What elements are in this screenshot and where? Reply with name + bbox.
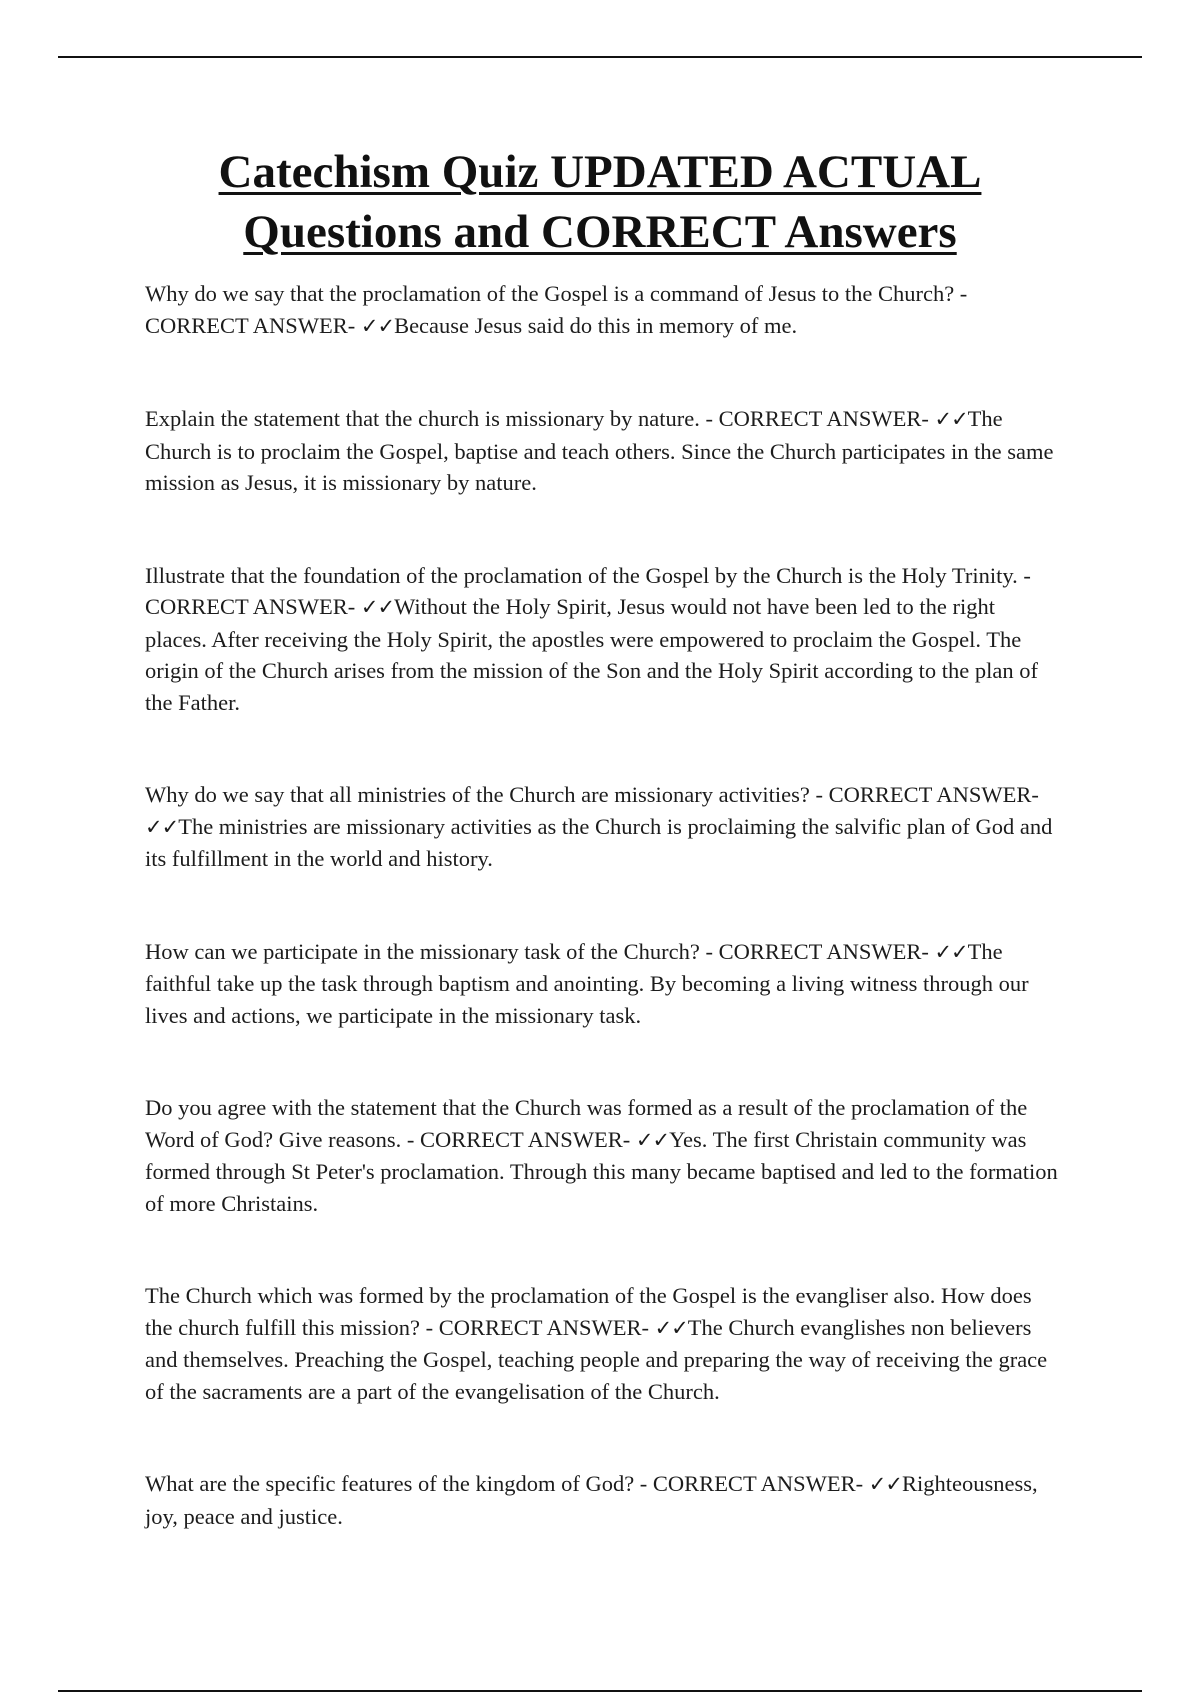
question-text: Do you agree with the statement that the Church was formed as a result of the proclamation of the Word of God? Give reasons. - xyxy=(145,1095,1028,1152)
answer-marker: CORRECT ANSWER- xyxy=(652,1471,864,1496)
answer-text: Without the Holy Spirit, Jesus would not have been led to the right places. After receiving the Holy Spirit, the apostles were empowered to proclaim the Gospel. The origin of the Church arises from the mission of the Son and the Holy Spirit according to the plan of the Father. xyxy=(145,594,1038,715)
qa-item-6 xyxy=(145,1092,1060,1219)
double-check-icon: ✓✓ xyxy=(360,313,395,338)
answer-marker: CORRECT ANSWER- xyxy=(718,938,929,964)
double-check-icon: ✓✓ xyxy=(360,595,395,619)
page-title xyxy=(100,142,1100,262)
title-line-1: Catechism Quiz UPDATED ACTUAL xyxy=(218,146,982,198)
qa-item-7 xyxy=(145,1280,1060,1407)
double-check-icon: ✓✓ xyxy=(868,1472,902,1496)
answer-marker: CORRECT ANSWER- xyxy=(420,1126,631,1152)
double-check-icon: ✓✓ xyxy=(145,814,179,839)
title-line-2: Questions and CORRECT Answers xyxy=(243,206,957,258)
bottom-rule xyxy=(58,1690,1142,1692)
qa-item-5 xyxy=(145,936,1060,1032)
answer-marker: CORRECT ANSWER- xyxy=(145,594,356,619)
double-check-icon: ✓✓ xyxy=(934,407,968,431)
question-text: Why do we say that all ministries of the Church are missionary activities? - xyxy=(145,782,823,807)
answer-text: Because Jesus said do this in memory of me. xyxy=(394,312,798,338)
answer-marker: CORRECT ANSWER- xyxy=(145,312,356,338)
qa-item-3 xyxy=(145,560,1060,719)
question-text: The Church which was formed by the proclamation of the Gospel is the evangliser also. How does the church fulfill this mission? - xyxy=(145,1283,1032,1340)
answer-text: Yes. The first Christain community was formed through St Peter's proclamation. Through this many became baptised and led to the formation of more Christains. xyxy=(145,1126,1058,1216)
question-text: Why do we say that the proclamation of the Gospel is a command of Jesus to the Church? - xyxy=(145,281,968,306)
answer-marker: CORRECT ANSWER- xyxy=(438,1314,649,1340)
question-text: Illustrate that the foundation of the proclamation of the Gospel by the Church is the Holy Trinity. - xyxy=(145,562,1031,588)
double-check-icon: ✓✓ xyxy=(635,1127,670,1152)
answer-text: The Church is to proclaim the Gospel, baptise and teach others. Since the Church participates in the same mission as Jesus, it is missionary by nature. xyxy=(145,406,1054,495)
double-check-icon: ✓✓ xyxy=(654,1315,688,1340)
answer-text: The faithful take up the task through baptism and anointing. By becoming a living witness through our lives and actions, we participate in the missionary task. xyxy=(145,938,1029,1028)
qa-item-8 xyxy=(145,1468,1060,1532)
top-rule xyxy=(58,56,1142,58)
double-check-icon: ✓✓ xyxy=(934,939,968,964)
answer-marker: CORRECT ANSWER- xyxy=(828,782,1039,807)
answer-text: The Church evanglishes non believers and themselves. Preaching the Gospel, teaching people and preparing the way of receiving the grace of the sacraments are a part of the evangelisation of the Church. xyxy=(145,1314,1048,1404)
qa-item-4 xyxy=(145,779,1060,875)
qa-item-1 xyxy=(145,278,1060,342)
answer-text: Righteousness, joy, peace and justice. xyxy=(145,1471,1038,1529)
answer-text: The ministries are missionary activities as the Church is proclaiming the salvific plan of God and its fulfillment in the world and history. xyxy=(145,813,1053,871)
question-text: How can we participate in the missionary task of the Church? - xyxy=(145,938,713,964)
question-text: Explain the statement that the church is missionary by nature. - xyxy=(145,406,713,431)
question-text: What are the specific features of the kingdom of God? - xyxy=(145,1471,648,1496)
qa-list xyxy=(145,278,1060,1532)
qa-item-2 xyxy=(145,403,1060,499)
answer-marker: CORRECT ANSWER- xyxy=(718,406,929,431)
